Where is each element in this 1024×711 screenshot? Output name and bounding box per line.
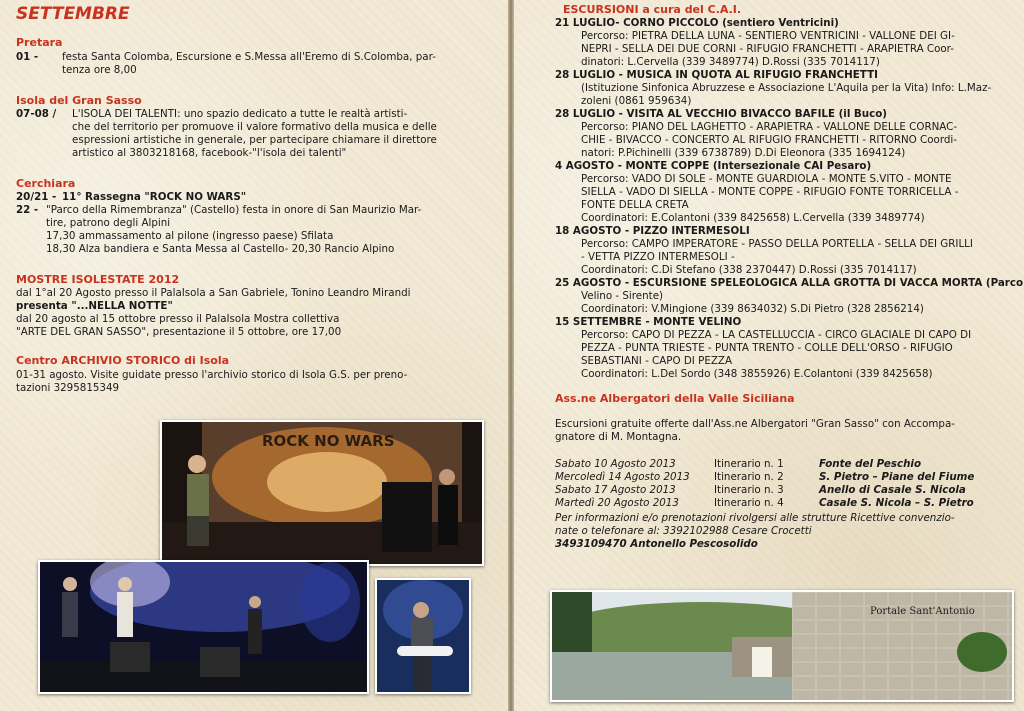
archivio-line: tazioni 3295815349: [16, 382, 120, 394]
excursion-line: Percorso: CAPO DI PEZZA - LA CASTELLUCCIA - CIRCO GLACIALE DI CAPO DI: [581, 329, 972, 341]
mostre-line: dal 20 agosto al 15 ottobre presso il PalaIsola Mostra collettiva: [16, 313, 340, 325]
mostre-line: presenta "...NELLA NOTTE": [16, 300, 173, 312]
schedule-itinerary: Itinerario n. 2: [714, 471, 784, 483]
pretara-line: tenza ore 8,00: [62, 64, 137, 76]
archivio-heading: Centro ARCHIVIO STORICO di Isola: [16, 354, 230, 367]
schedule-itinerary: Itinerario n. 1: [714, 458, 784, 470]
excursion-title: 28 LUGLIO - MUSICA IN QUOTA AL RIFUGIO FRANCHETTI: [555, 69, 878, 81]
info-line: 3493109470 Antonello Pescosolido: [555, 538, 758, 550]
cerchiara-date-2: 22 -: [16, 204, 39, 216]
excursion-line: Percorso: VADO DI SOLE - MONTE GUARDIOLA - MONTE S.VITO - MONTE: [581, 173, 952, 185]
schedule-itinerary: Itinerario n. 4: [714, 497, 784, 509]
pretara-line: festa Santa Colomba, Escursione e S.Messa all'Eremo di S.Colomba, par-: [62, 51, 436, 63]
excursion-title: 4 AGOSTO - MONTE COPPE (Intersezionale CAI Pesaro): [555, 160, 872, 172]
excursion-line: - VETTA PIZZO INTERMESOLI -: [581, 251, 735, 263]
excursion-line: Percorso: PIETRA DELLA LUNA - SENTIERO VENTRICINI - VALLONE DEI GI-: [581, 30, 955, 42]
isola-line: L'ISOLA DEI TALENTI: uno spazio dedicato a tutte le realtà artisti-: [72, 108, 408, 120]
excursion-line: SIELLA - VADO DI SIELLA - MONTE COPPE - RIFUGIO FONTE TORRICELLA -: [581, 186, 959, 198]
photo-caption: Portale Sant'Antonio: [870, 606, 975, 617]
schedule-destination: S. Pietro – Piane del Fiume: [819, 471, 975, 483]
cerchiara-rassegna: 11° Rassegna "ROCK NO WARS": [62, 191, 247, 203]
cerchiara-line: tire, patrono degli Alpini: [46, 217, 171, 229]
schedule-itinerary: Itinerario n. 3: [714, 484, 784, 496]
albergatori-intro: gnatore di M. Montagna.: [555, 431, 682, 443]
excursion-line: Coordinatori: E.Colantoni (339 8425658) L.Cervella (339 3489774): [581, 212, 925, 224]
excursion-line: natori: P.Pichinelli (339 6738789) D.Di Eleonora (335 1694124): [581, 147, 906, 159]
archivio-line: 01-31 agosto. Visite guidate presso l'archivio storico di Isola G.S. per preno-: [16, 369, 408, 381]
excursion-title: 18 AGOSTO - PIZZO INTERMESOLI: [555, 225, 750, 237]
excursion-line: Velino - Sirente): [581, 290, 664, 302]
excursion-line: PEZZA - PUNTA TRIESTE - PUNTA TRENTO - COLLE DELL'ORSO - RIFUGIO: [581, 342, 953, 354]
excursion-line: Coordinatori: L.Del Sordo (348 3855926) E.Colantoni (339 8425658): [581, 368, 933, 380]
mostre-line: dal 1°al 20 Agosto presso il PalaIsola a San Gabriele, Tonino Leandro Mirandi: [16, 287, 411, 299]
excursion-line: dinatori: L.Cervella (339 3489774) D.Rossi (335 7014117): [581, 56, 880, 68]
excursion-title: 15 SETTEMBRE - MONTE VELINO: [555, 316, 742, 328]
excursion-line: Percorso: CAMPO IMPERATORE - PASSO DELLA PORTELLA - SELLA DEI GRILLI: [581, 238, 973, 250]
excursion-line: CHIE - BIVACCO - CONCERTO AL RIFUGIO FRANCHETTI - RITORNO Coordi-: [581, 134, 958, 146]
albergatori-intro: Escursioni gratuite offerte dall'Ass.ne Albergatori "Gran Sasso" con Accompa-: [555, 418, 955, 430]
albergatori-heading: Ass.ne Albergatori della Valle Siciliana: [555, 392, 795, 405]
schedule-date: Sabato 10 Agosto 2013: [555, 458, 676, 470]
cerchiara-line: 17,30 ammassamento al pilone (ingresso paese) Sfilata: [46, 230, 334, 242]
excursion-title: 28 LUGLIO - VISITA AL VECCHIO BIVACCO BAFILE (il Buco): [555, 108, 887, 120]
isola-heading: Isola del Gran Sasso: [16, 94, 142, 107]
cai-heading: ESCURSIONI a cura del C.A.I.: [563, 3, 742, 16]
cerchiara-line: "Parco della Rimembranza" (Castello) festa in onore di San Maurizio Mar-: [46, 204, 422, 216]
excursion-title: 25 AGOSTO - ESCURSIONE SPELEOLOGICA ALLA GROTTA DI VACCA MORTA (Parco: [555, 277, 1024, 289]
isola-date: 07-08 /: [16, 108, 57, 120]
schedule-destination: Fonte del Peschio: [819, 458, 922, 470]
schedule-date: Mercoledì 14 Agosto 2013: [555, 471, 690, 483]
excursion-title: 21 LUGLIO- CORNO PICCOLO (sentiero Ventricini): [555, 17, 839, 29]
cerchiara-date-1: 20/21 -: [16, 191, 57, 203]
excursion-line: Coordinatori: V.Mingione (339 8634032) S.Di Pietro (328 2856214): [581, 303, 924, 315]
isola-line: artistico al 3803218168, facebook-"l'isola dei talenti": [72, 147, 347, 159]
month-title: SETTEMBRE: [16, 4, 130, 24]
schedule-destination: Casale S. Nicola – S. Pietro: [819, 497, 974, 509]
mostre-line: "ARTE DEL GRAN SASSO", presentazione il 5 ottobre, ore 17,00: [16, 326, 342, 338]
excursion-line: Coordinatori: C.Di Stefano (338 2370447) D.Rossi (335 7014117): [581, 264, 917, 276]
schedule-destination: Anello di Casale S. Nicola: [819, 484, 966, 496]
isola-line: espressioni artistiche in generale, per partecipare chiamare il direttore: [72, 134, 437, 146]
excursion-line: (Istituzione Sinfonica Abruzzese e Associazione L'Aquila per la Vita) Info: L.Maz-: [581, 82, 992, 94]
info-line: Per informazioni e/o prenotazioni rivolgersi alle strutture Ricettive convenzio-: [555, 512, 955, 524]
excursion-line: Percorso: PIANO DEL LAGHETTO - ARAPIETRA - VALLONE DELLE CORNAC-: [581, 121, 958, 133]
schedule-date: Martedì 20 Agosto 2013: [555, 497, 679, 509]
pretara-heading: Pretara: [16, 36, 63, 49]
excursion-line: SEBASTIANI - CAPO DI PEZZA: [581, 355, 732, 367]
excursion-line: NEPRI - SELLA DEI DUE CORNI - RIFUGIO FRANCHETTI - ARAPIETRA Coor-: [581, 43, 954, 55]
cerchiara-heading: Cerchiara: [16, 177, 76, 190]
concert-photo-stage: [160, 420, 484, 566]
portale-photo: [550, 590, 1014, 702]
schedule-date: Sabato 17 Agosto 2013: [555, 484, 676, 496]
pretara-date: 01 -: [16, 51, 39, 63]
cerchiara-line: 18,30 Alza bandiera e Santa Messa al Castello- 20,30 Rancio Alpino: [46, 243, 395, 255]
left-page: [0, 0, 508, 711]
banner-text: ROCK NO WARS: [262, 432, 395, 450]
concert-photo-band: [38, 560, 369, 694]
isola-line: che del territorio per promuove il valore formativo della musica e delle: [72, 121, 437, 133]
excursion-line: FONTE DELLA CRETA: [581, 199, 689, 211]
concert-photo-guitarist: [375, 578, 471, 694]
excursion-line: zoleni (0861 959634): [581, 95, 692, 107]
mostre-heading: MOSTRE ISOLESTATE 2012: [16, 273, 180, 286]
right-page: [514, 0, 1024, 711]
info-line: nate o telefonare al: 3392102988 Cesare Crocetti: [555, 525, 812, 537]
